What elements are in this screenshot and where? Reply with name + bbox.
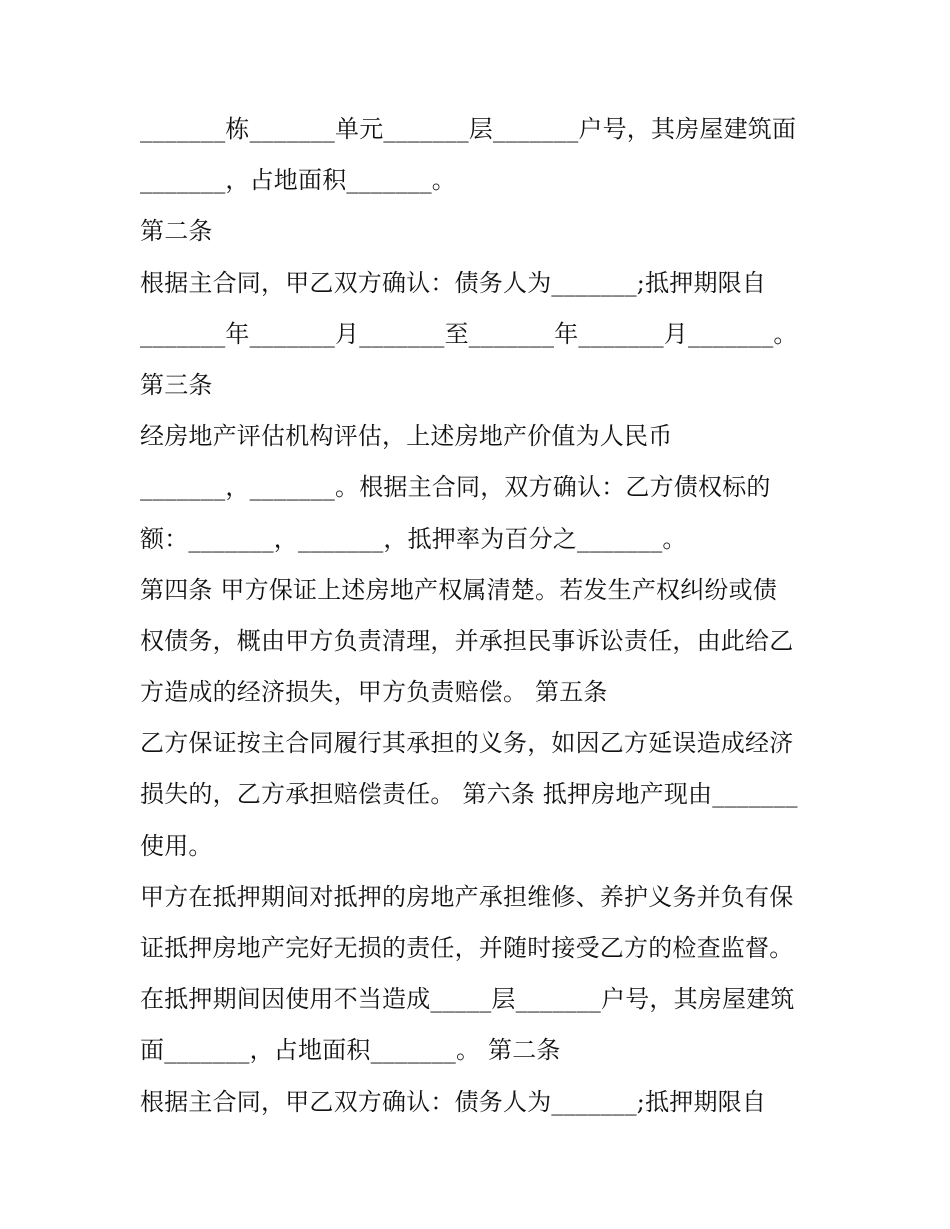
text-line: 经房地产评估机构评估，上述房地产价值为人民币 <box>140 422 673 451</box>
text-line: _______，_______。根据主合同，双方确认：乙方债权标的 <box>140 473 771 502</box>
text-line: _______栋_______单元_______层_______户号，其房屋建筑面 <box>140 115 797 143</box>
text-line: 使用。 <box>140 831 213 860</box>
text-line: 乙方保证按主合同履行其承担的义务，如因乙方延误造成经济 <box>140 729 794 758</box>
text-line: 证抵押房地产完好无损的责任，并随时接受乙方的检查监督。 <box>140 934 794 962</box>
text-line: 权债务，概由甲方负责清理，并承担民事诉讼责任，由此给乙 <box>140 626 794 655</box>
text-line: 损失的，乙方承担赔偿责任。 第六条 抵押房地产现由_______ <box>140 780 798 809</box>
text-line: 额：_______，_______，抵押率为百分之_______。 <box>140 524 687 553</box>
text-line: 第四条 甲方保证上述房地产权属清楚。若发生产权纠纷或债 <box>140 575 778 604</box>
text-line: _______年_______月_______至_______年_______月_______。 <box>140 319 798 348</box>
text-line: 根据主合同，甲乙双方确认：债务人为_______;抵押期限自 <box>140 1087 767 1116</box>
text-line: 方造成的经济损失，甲方负责赔偿。 第五条 <box>140 678 608 707</box>
text-line: 面_______，占地面积_______。 第二条 <box>140 1036 561 1065</box>
article-heading: 第三条 <box>140 370 213 399</box>
contract-text-body <box>140 104 840 1128</box>
article-heading: 第二条 <box>140 217 213 246</box>
text-line: _______，占地面积_______。 <box>140 166 456 195</box>
text-line: 根据主合同，甲乙双方确认：债务人为_______;抵押期限自 <box>140 268 767 297</box>
text-line: 甲方在抵押期间对抵押的房地产承担维修、养护义务并负有保 <box>140 882 794 911</box>
text-line: 在抵押期间因使用不当造成_____层_______户号，其房屋建筑 <box>140 985 795 1014</box>
